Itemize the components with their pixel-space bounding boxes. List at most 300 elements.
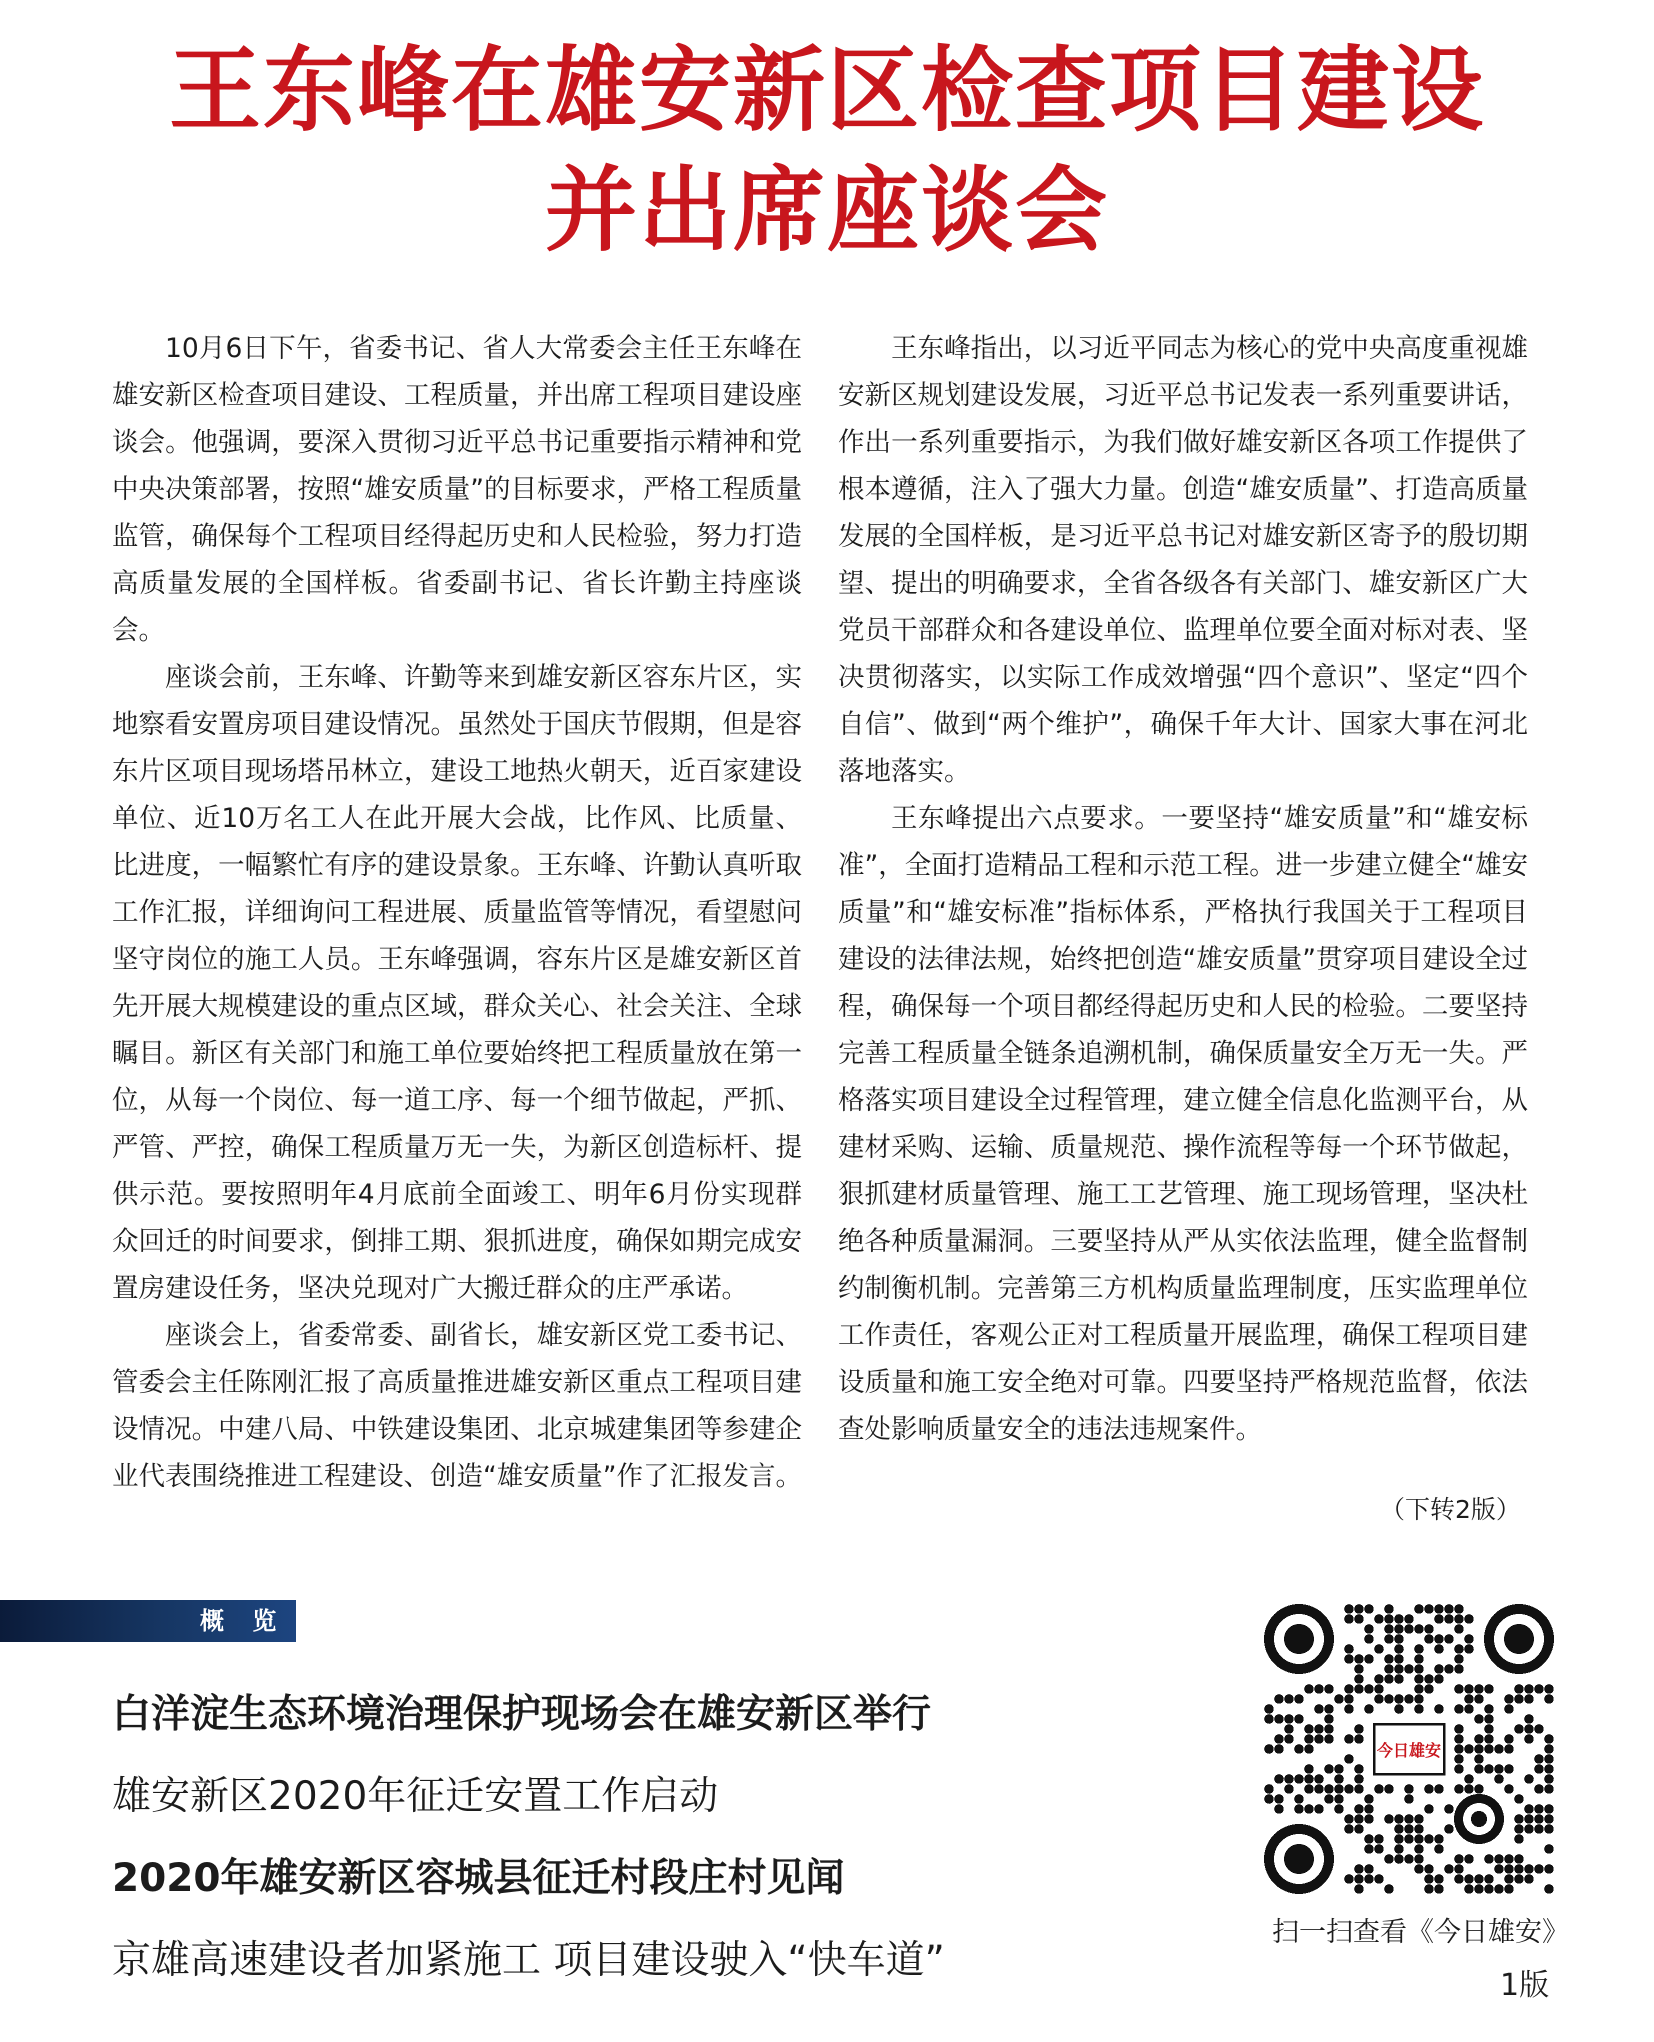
article-paragraph: 10月6日下午，省委书记、省人大常委会主任王东峰在雄安新区检查项目建设、工程质量，并出席工程项目建设座谈会。他强调，要深入贯彻习近平总书记重要指示精神和党中央决策部署，按照“雄安质量”的目标要求，严格工程质量监管，确保每个工程项目经得起历史和人民检验，努力打造高质量发展的全国样板。省委副书记、省长许勤主持座谈会。 bbox=[112, 333, 802, 646]
qr-module bbox=[1464, 1884, 1474, 1894]
qr-module bbox=[1404, 1824, 1414, 1834]
article-paragraph: 王东峰提出六点要求。一要坚持“雄安质量”和“雄安标准”，全面打造精品工程和示范工程。进一步建立健全“雄安质量”和“雄安标准”指标体系，严格执行我国关于工程项目建设的法律法规，始终把创造“雄安质量”贯穿项目建设全过程，确保每一个项目都经得起历史和人民的检验。二要坚持完善工程质量全链条追溯机制，确保质量安全万无一失。严格落实项目建设全过程管理，建立健全信息化监测平台，从建材采购、运输、质量规范、操作流程等每一个环节做起，狠抓建材质量管理、施工工艺管理、施工现场管理，坚决杜绝各种质量漏洞。三要坚持从严从实依法监理，健全监督制约制衡机制。完善第三方机构质量监理制度，压实监理单位工作责任，客观公正对工程质量开展监理，确保工程项目建设质量和施工安全绝对可靠。四要坚持严格规范监督，依法查处影响质量安全的违法违规案件。 bbox=[838, 803, 1528, 1445]
qr-module bbox=[1304, 1734, 1314, 1744]
qr-module bbox=[1514, 1684, 1524, 1694]
qr-module bbox=[1424, 1684, 1434, 1694]
qr-module bbox=[1504, 1864, 1514, 1874]
qr-caption: 扫一扫查看《今日雄安》 bbox=[1272, 1917, 1569, 1948]
qr-module bbox=[1374, 1784, 1384, 1794]
qr-module bbox=[1404, 1664, 1414, 1674]
qr-module bbox=[1464, 1784, 1474, 1794]
qr-module bbox=[1404, 1614, 1414, 1624]
qr-module bbox=[1434, 1834, 1444, 1844]
qr-module bbox=[1424, 1674, 1434, 1684]
qr-module bbox=[1384, 1624, 1394, 1634]
qr-module bbox=[1504, 1734, 1514, 1744]
qr-module bbox=[1364, 1864, 1374, 1874]
qr-module bbox=[1514, 1824, 1524, 1834]
news-item[interactable]: 雄安新区2020年征迁安置工作启动 bbox=[112, 1774, 719, 1819]
qr-module bbox=[1414, 1844, 1424, 1854]
qr-module bbox=[1374, 1674, 1384, 1684]
qr-module bbox=[1534, 1764, 1544, 1774]
qr-module bbox=[1434, 1604, 1444, 1614]
qr-module bbox=[1414, 1834, 1424, 1844]
qr-module bbox=[1334, 1694, 1344, 1704]
qr-module bbox=[1384, 1614, 1394, 1624]
qr-module bbox=[1334, 1794, 1344, 1804]
qr-module bbox=[1264, 1744, 1274, 1754]
qr-module bbox=[1364, 1794, 1374, 1804]
qr-module bbox=[1324, 1704, 1334, 1714]
qr-module bbox=[1534, 1684, 1544, 1694]
qr-module bbox=[1444, 1604, 1454, 1614]
page-number: 1版 bbox=[1500, 1968, 1550, 2003]
qr-module bbox=[1354, 1874, 1364, 1884]
qr-module bbox=[1414, 1864, 1424, 1874]
qr-module bbox=[1324, 1764, 1334, 1774]
qr-module bbox=[1544, 1884, 1554, 1894]
qr-module bbox=[1454, 1874, 1464, 1884]
qr-module bbox=[1354, 1604, 1364, 1614]
qr-module bbox=[1364, 1604, 1374, 1614]
qr-module bbox=[1414, 1854, 1424, 1864]
qr-module bbox=[1294, 1804, 1304, 1814]
qr-module bbox=[1434, 1674, 1444, 1684]
qr-module bbox=[1284, 1694, 1294, 1704]
qr-module bbox=[1444, 1824, 1454, 1834]
qr-module bbox=[1324, 1684, 1334, 1694]
qr-module bbox=[1414, 1604, 1424, 1614]
qr-module bbox=[1514, 1874, 1524, 1884]
qr-module bbox=[1464, 1634, 1474, 1644]
qr-module bbox=[1384, 1884, 1394, 1894]
qr-module bbox=[1364, 1624, 1374, 1634]
qr-module bbox=[1464, 1614, 1474, 1624]
qr-module bbox=[1344, 1654, 1354, 1664]
article-column-left bbox=[112, 325, 802, 1500]
qr-module bbox=[1504, 1784, 1514, 1794]
qr-module bbox=[1334, 1774, 1344, 1784]
qr-module bbox=[1414, 1824, 1424, 1834]
qr-module bbox=[1494, 1764, 1504, 1774]
qr-module bbox=[1384, 1694, 1394, 1704]
qr-module bbox=[1414, 1644, 1424, 1654]
news-item[interactable]: 2020年雄安新区容城县征迁村段庄村见闻 bbox=[112, 1856, 845, 1901]
article-paragraph: 座谈会前，王东峰、许勤等来到雄安新区容东片区，实地察看安置房项目建设情况。虽然处于国庆节假期，但是容东片区项目现场塔吊林立，建设工地热火朝天，近百家建设单位、近10万名工人在此开展大会战，比作风、比质量、比进度，一幅繁忙有序的建设景象。王东峰、许勤认真听取工作汇报，详细询问工程进展、质量监管等情况，看望慰问坚守岗位的施工人员。王东峰强调，容东片区是雄安新区首先开展大规模建设的重点区域，群众关心、社会关注、全球瞩目。新区有关部门和施工单位要始终把工程质量放在第一位，从每一个岗位、每一道工序、每一个细节做起，严抓、严管、严控，确保工程质量万无一失，为新区创造标杆、提供示范。要按照明年4月底前全面竣工、明年6月份实现群众回迁的时间要求，倒排工期、狠抓进度，确保如期完成安置房建设任务，坚决兑现对广大搬迁群众的庄严承诺。 bbox=[112, 662, 802, 1304]
qr-module bbox=[1454, 1664, 1464, 1674]
qr-module bbox=[1484, 1744, 1494, 1754]
qr-module bbox=[1354, 1764, 1364, 1774]
qr-module bbox=[1304, 1764, 1314, 1774]
qr-module bbox=[1314, 1784, 1324, 1794]
qr-module bbox=[1484, 1764, 1494, 1774]
qr-module bbox=[1394, 1614, 1404, 1624]
qr-module bbox=[1344, 1784, 1354, 1794]
qr-module bbox=[1274, 1734, 1284, 1744]
qr-module bbox=[1404, 1814, 1414, 1824]
qr-module bbox=[1294, 1744, 1304, 1754]
article-paragraph: 王东峰指出，以习近平同志为核心的党中央高度重视雄安新区规划建设发展，习近平总书记发表一系列重要讲话，作出一系列重要指示，为我们做好雄安新区各项工作提供了根本遵循，注入了强大力量。创造“雄安质量”、打造高质量发展的全国样板，是习近平总书记对雄安新区寄予的殷切期望、提出的明确要求，全省各级各有关部门、雄安新区广大党员干部群众和各建设单位、监理单位要全面对标对表、坚决贯彻落实，以实际工作成效增强“四个意识”、坚定“四个自信”、做到“两个维护”，确保千年大计、国家大事在河北落地落实。 bbox=[838, 333, 1528, 787]
qr-module bbox=[1514, 1724, 1524, 1734]
qr-module bbox=[1424, 1634, 1434, 1644]
qr-module bbox=[1354, 1774, 1364, 1784]
headline-line-2: 并出席座谈会 bbox=[544, 156, 1109, 264]
qr-module bbox=[1514, 1864, 1524, 1874]
qr-module bbox=[1364, 1804, 1374, 1814]
qr-module bbox=[1324, 1784, 1334, 1794]
qr-module bbox=[1494, 1774, 1504, 1784]
qr-module bbox=[1354, 1664, 1364, 1674]
qr-module bbox=[1374, 1684, 1384, 1694]
qr-module bbox=[1284, 1714, 1294, 1724]
qr-module bbox=[1394, 1824, 1404, 1834]
qr-module bbox=[1434, 1844, 1444, 1854]
qr-module bbox=[1394, 1814, 1404, 1824]
qr-module bbox=[1484, 1684, 1494, 1694]
qr-module bbox=[1454, 1784, 1464, 1794]
qr-module bbox=[1454, 1754, 1464, 1764]
qr-module bbox=[1384, 1634, 1394, 1644]
qr-module bbox=[1394, 1844, 1404, 1854]
qr-module bbox=[1344, 1644, 1354, 1654]
qr-module bbox=[1524, 1804, 1534, 1814]
qr-module bbox=[1464, 1694, 1474, 1704]
qr-module bbox=[1484, 1704, 1494, 1714]
qr-module bbox=[1394, 1634, 1404, 1644]
qr-module bbox=[1334, 1784, 1344, 1794]
qr-module bbox=[1544, 1744, 1554, 1754]
qr-module bbox=[1544, 1754, 1554, 1764]
qr-module bbox=[1544, 1814, 1554, 1824]
qr-module bbox=[1364, 1844, 1374, 1854]
qr-module bbox=[1344, 1874, 1354, 1884]
qr-module bbox=[1504, 1854, 1514, 1864]
qr-module bbox=[1334, 1804, 1344, 1814]
qr-module bbox=[1404, 1784, 1414, 1794]
qr-module bbox=[1544, 1804, 1554, 1814]
qr-module bbox=[1384, 1654, 1394, 1664]
qr-module bbox=[1314, 1804, 1324, 1814]
qr-code-icon[interactable] bbox=[1264, 1604, 1554, 1894]
qr-module bbox=[1474, 1764, 1484, 1774]
qr-module bbox=[1524, 1814, 1534, 1824]
qr-module bbox=[1264, 1704, 1274, 1714]
qr-module bbox=[1314, 1734, 1324, 1744]
qr-module bbox=[1274, 1714, 1284, 1724]
qr-module bbox=[1444, 1634, 1454, 1644]
qr-module bbox=[1264, 1794, 1274, 1804]
qr-module bbox=[1324, 1734, 1334, 1744]
qr-module bbox=[1534, 1804, 1544, 1814]
qr-module bbox=[1524, 1864, 1534, 1874]
qr-module bbox=[1374, 1844, 1384, 1854]
qr-module bbox=[1384, 1784, 1394, 1794]
qr-module bbox=[1454, 1614, 1464, 1624]
qr-module bbox=[1364, 1834, 1374, 1844]
qr-module bbox=[1304, 1804, 1314, 1814]
qr-module bbox=[1314, 1774, 1324, 1784]
qr-module bbox=[1484, 1854, 1494, 1864]
qr-module bbox=[1524, 1724, 1534, 1734]
qr-module bbox=[1354, 1684, 1364, 1694]
qr-module bbox=[1354, 1884, 1364, 1894]
qr-module bbox=[1424, 1784, 1434, 1794]
qr-module bbox=[1544, 1764, 1554, 1774]
qr-module bbox=[1454, 1654, 1464, 1664]
qr-finder-bottom-left bbox=[1264, 1824, 1334, 1894]
qr-module bbox=[1474, 1694, 1484, 1704]
qr-module bbox=[1314, 1684, 1324, 1694]
qr-module bbox=[1394, 1664, 1404, 1674]
qr-module bbox=[1314, 1724, 1324, 1734]
qr-module bbox=[1534, 1814, 1544, 1824]
qr-module bbox=[1394, 1694, 1404, 1704]
qr-module bbox=[1384, 1604, 1394, 1614]
qr-module bbox=[1514, 1794, 1524, 1804]
qr-module bbox=[1344, 1814, 1354, 1824]
qr-module bbox=[1454, 1744, 1464, 1754]
qr-module bbox=[1534, 1754, 1544, 1764]
qr-module bbox=[1344, 1824, 1354, 1834]
qr-module bbox=[1364, 1684, 1374, 1694]
qr-module bbox=[1384, 1854, 1394, 1864]
qr-module bbox=[1304, 1784, 1314, 1794]
qr-module bbox=[1374, 1614, 1384, 1624]
qr-logo-text: 今日雄安 bbox=[1376, 1741, 1442, 1760]
qr-code-graphic bbox=[1264, 1604, 1554, 1894]
qr-module bbox=[1504, 1884, 1514, 1894]
qr-module bbox=[1424, 1804, 1434, 1814]
qr-module bbox=[1544, 1684, 1554, 1694]
qr-module bbox=[1344, 1754, 1354, 1764]
qr-module bbox=[1324, 1724, 1334, 1734]
headline-line-1: 王东峰在雄安新区检查项目建设 bbox=[168, 36, 1485, 144]
qr-module bbox=[1434, 1784, 1444, 1794]
qr-module bbox=[1304, 1684, 1314, 1694]
qr-module bbox=[1354, 1724, 1364, 1734]
qr-module bbox=[1424, 1624, 1434, 1634]
qr-module bbox=[1294, 1714, 1304, 1724]
qr-module bbox=[1264, 1784, 1274, 1794]
qr-module bbox=[1444, 1864, 1454, 1874]
qr-module bbox=[1404, 1694, 1414, 1704]
qr-module bbox=[1274, 1804, 1284, 1814]
qr-module bbox=[1474, 1734, 1484, 1744]
qr-module bbox=[1474, 1784, 1484, 1794]
qr-module bbox=[1504, 1744, 1514, 1754]
qr-module bbox=[1454, 1684, 1464, 1694]
qr-module bbox=[1474, 1684, 1484, 1694]
qr-module bbox=[1454, 1724, 1464, 1734]
qr-module bbox=[1474, 1874, 1484, 1884]
qr-module bbox=[1494, 1864, 1504, 1874]
qr-module bbox=[1434, 1634, 1444, 1644]
qr-module bbox=[1524, 1774, 1534, 1784]
qr-module bbox=[1434, 1614, 1444, 1624]
qr-module bbox=[1484, 1724, 1494, 1734]
qr-module bbox=[1264, 1714, 1274, 1724]
qr-module bbox=[1464, 1644, 1474, 1654]
qr-module bbox=[1354, 1674, 1364, 1684]
qr-module bbox=[1504, 1874, 1514, 1884]
qr-module bbox=[1404, 1794, 1414, 1804]
continued-note: （下转2版） bbox=[1380, 1495, 1521, 1524]
qr-module bbox=[1524, 1734, 1534, 1744]
qr-module bbox=[1384, 1674, 1394, 1684]
qr-module bbox=[1344, 1704, 1354, 1714]
qr-module bbox=[1314, 1704, 1324, 1714]
qr-module bbox=[1344, 1734, 1354, 1744]
qr-module bbox=[1414, 1684, 1424, 1694]
qr-module bbox=[1454, 1624, 1464, 1634]
qr-module bbox=[1354, 1784, 1364, 1794]
qr-module bbox=[1344, 1614, 1354, 1624]
qr-module bbox=[1354, 1734, 1364, 1744]
qr-module bbox=[1354, 1864, 1364, 1874]
qr-module bbox=[1274, 1794, 1284, 1804]
qr-module bbox=[1464, 1874, 1474, 1884]
qr-module bbox=[1394, 1644, 1404, 1654]
qr-module bbox=[1304, 1774, 1314, 1784]
qr-module bbox=[1454, 1734, 1464, 1744]
qr-module bbox=[1464, 1684, 1474, 1694]
qr-finder-top-left bbox=[1264, 1604, 1334, 1674]
headline bbox=[0, 30, 1654, 270]
qr-module bbox=[1284, 1724, 1294, 1734]
qr-module bbox=[1434, 1664, 1444, 1674]
qr-module bbox=[1354, 1824, 1364, 1834]
qr-module bbox=[1504, 1704, 1514, 1714]
qr-module bbox=[1474, 1714, 1484, 1724]
qr-module bbox=[1334, 1764, 1344, 1774]
qr-module bbox=[1324, 1714, 1334, 1724]
qr-module bbox=[1354, 1814, 1364, 1824]
qr-module bbox=[1414, 1674, 1424, 1684]
qr-module bbox=[1394, 1704, 1404, 1714]
qr-module bbox=[1474, 1884, 1484, 1894]
qr-module bbox=[1464, 1854, 1474, 1864]
qr-module bbox=[1454, 1604, 1464, 1614]
qr-module bbox=[1424, 1864, 1434, 1874]
qr-module bbox=[1484, 1884, 1494, 1894]
qr-module bbox=[1294, 1694, 1304, 1704]
qr-module bbox=[1354, 1804, 1364, 1814]
qr-module bbox=[1484, 1874, 1494, 1884]
qr-module bbox=[1454, 1644, 1464, 1654]
qr-module bbox=[1474, 1754, 1484, 1764]
qr-module bbox=[1434, 1644, 1444, 1654]
qr-module bbox=[1534, 1724, 1544, 1734]
qr-module bbox=[1374, 1874, 1384, 1884]
qr-module bbox=[1494, 1744, 1504, 1754]
qr-module bbox=[1514, 1854, 1524, 1864]
qr-module bbox=[1344, 1694, 1354, 1704]
qr-module bbox=[1514, 1834, 1524, 1844]
qr-module bbox=[1374, 1644, 1384, 1654]
qr-module bbox=[1464, 1704, 1474, 1714]
qr-module bbox=[1494, 1884, 1504, 1894]
qr-module bbox=[1394, 1674, 1404, 1684]
qr-module bbox=[1424, 1884, 1434, 1894]
qr-module bbox=[1454, 1704, 1464, 1714]
qr-module bbox=[1524, 1694, 1534, 1704]
qr-alignment bbox=[1454, 1794, 1504, 1844]
overview-label: 概 览 bbox=[200, 1607, 287, 1635]
qr-module bbox=[1364, 1654, 1374, 1664]
qr-module bbox=[1394, 1854, 1404, 1864]
qr-module bbox=[1294, 1774, 1304, 1784]
qr-module bbox=[1394, 1624, 1404, 1634]
news-item[interactable]: 京雄高速建设者加紧施工 项目建设驶入“快车道” bbox=[112, 1938, 945, 1983]
qr-module bbox=[1544, 1864, 1554, 1874]
qr-module bbox=[1304, 1724, 1314, 1734]
qr-finder-top-right bbox=[1484, 1604, 1554, 1674]
qr-module bbox=[1414, 1664, 1424, 1674]
qr-module bbox=[1434, 1704, 1444, 1714]
article-paragraph: 座谈会上，省委常委、副省长，雄安新区党工委书记、管委会主任陈刚汇报了高质量推进雄安新区重点工程项目建设情况。中建八局、中铁建设集团、北京城建集团等参建企业代表围绕推进工程建设、创造“雄安质量”作了汇报发言。 bbox=[112, 1320, 802, 1492]
qr-module bbox=[1404, 1834, 1414, 1844]
qr-module bbox=[1404, 1854, 1414, 1864]
news-item[interactable]: 白洋淀生态环境治理保护现场会在雄安新区举行 bbox=[112, 1692, 932, 1737]
qr-module bbox=[1374, 1694, 1384, 1704]
qr-module bbox=[1424, 1604, 1434, 1614]
qr-module bbox=[1534, 1864, 1544, 1874]
qr-module bbox=[1434, 1874, 1444, 1884]
qr-module bbox=[1454, 1854, 1464, 1864]
qr-module bbox=[1424, 1834, 1434, 1844]
qr-module bbox=[1454, 1764, 1464, 1774]
qr-module bbox=[1544, 1824, 1554, 1834]
qr-module bbox=[1414, 1654, 1424, 1664]
qr-module bbox=[1544, 1734, 1554, 1744]
qr-module bbox=[1364, 1704, 1374, 1714]
qr-module bbox=[1274, 1774, 1284, 1784]
qr-module bbox=[1304, 1744, 1314, 1754]
qr-module bbox=[1444, 1664, 1454, 1674]
qr-module bbox=[1354, 1614, 1364, 1624]
qr-module bbox=[1384, 1664, 1394, 1674]
qr-module bbox=[1294, 1794, 1304, 1804]
qr-module bbox=[1344, 1684, 1354, 1694]
qr-module bbox=[1384, 1814, 1394, 1824]
qr-module bbox=[1544, 1784, 1554, 1794]
qr-module bbox=[1494, 1854, 1504, 1864]
qr-module bbox=[1274, 1694, 1284, 1704]
qr-module bbox=[1484, 1714, 1494, 1724]
qr-module bbox=[1514, 1694, 1524, 1704]
qr-module bbox=[1424, 1874, 1434, 1884]
qr-module bbox=[1354, 1654, 1364, 1664]
qr-module bbox=[1344, 1604, 1354, 1614]
qr-module bbox=[1544, 1774, 1554, 1784]
qr-module bbox=[1524, 1874, 1534, 1884]
qr-module bbox=[1414, 1704, 1424, 1714]
qr-module bbox=[1414, 1814, 1424, 1824]
qr-module bbox=[1444, 1804, 1454, 1814]
overview-section-bar bbox=[0, 1600, 296, 1642]
qr-module bbox=[1364, 1634, 1374, 1644]
qr-module bbox=[1444, 1614, 1454, 1624]
qr-module bbox=[1504, 1694, 1514, 1704]
qr-module bbox=[1364, 1814, 1374, 1824]
qr-module bbox=[1544, 1844, 1554, 1854]
qr-module bbox=[1484, 1734, 1494, 1744]
qr-module bbox=[1324, 1794, 1334, 1804]
qr-module bbox=[1534, 1824, 1544, 1834]
qr-module bbox=[1524, 1714, 1534, 1724]
overview-news-list bbox=[112, 1690, 1212, 2018]
qr-module bbox=[1284, 1734, 1294, 1744]
